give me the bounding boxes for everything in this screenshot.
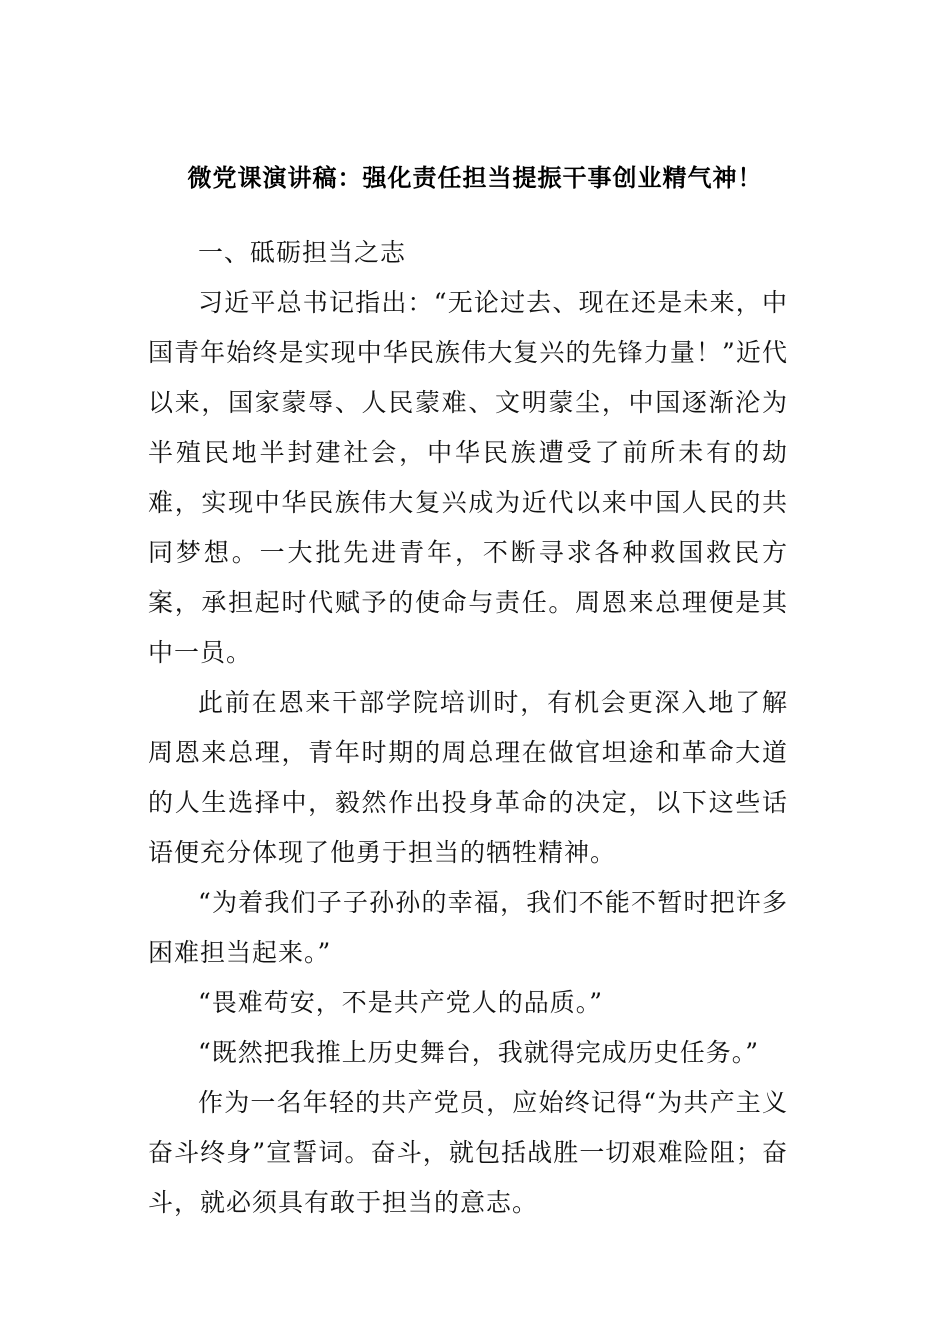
quote-paragraph: “既然把我推上历史舞台，我就得完成历史任务。” bbox=[198, 1038, 760, 1067]
quote-paragraph: “畏难苟安，不是共产党人的品质。” bbox=[198, 988, 604, 1017]
body-paragraph: 习近平总书记指出：“无论过去、现在还是未来，中国青年始终是实现中华民族伟大复兴的先锋力量！”近代以来，国家蒙辱、人民蒙难、文明蒙尘，中国逐渐沦为半殖民地半封建社会，中华民族遭受了前所未有的劫难，实现中华民族伟大复兴成为近代以来中国人民的共同梦想。一大批先进青年，不断寻求各种救国救民方案，承担起时代赋予的使命与责任。周恩来总理便是其中一员。 bbox=[148, 288, 788, 667]
quote-paragraph: “为着我们子子孙孙的幸福，我们不能不暂时把许多困难担当起来。” bbox=[148, 888, 788, 967]
body-paragraph: 作为一名年轻的共产党员，应始终记得“为共产主义奋斗终身”宣誓词。奋斗，就包括战胜一切艰难险阻；奋斗，就必须具有敢于担当的意志。 bbox=[148, 1088, 788, 1217]
document-title: 微党课演讲稿：强化责任担当提振干事创业精气神！ bbox=[187, 164, 763, 192]
body-paragraph: 此前在恩来干部学院培训时，有机会更深入地了解周恩来总理，青年时期的周总理在做官坦途和革命大道的人生选择中，毅然作出投身革命的决定，以下这些话语便充分体现了他勇于担当的牺牲精神。 bbox=[148, 688, 788, 867]
document-body bbox=[148, 228, 788, 1228]
section-heading: 一、砥砺担当之志 bbox=[198, 238, 407, 267]
